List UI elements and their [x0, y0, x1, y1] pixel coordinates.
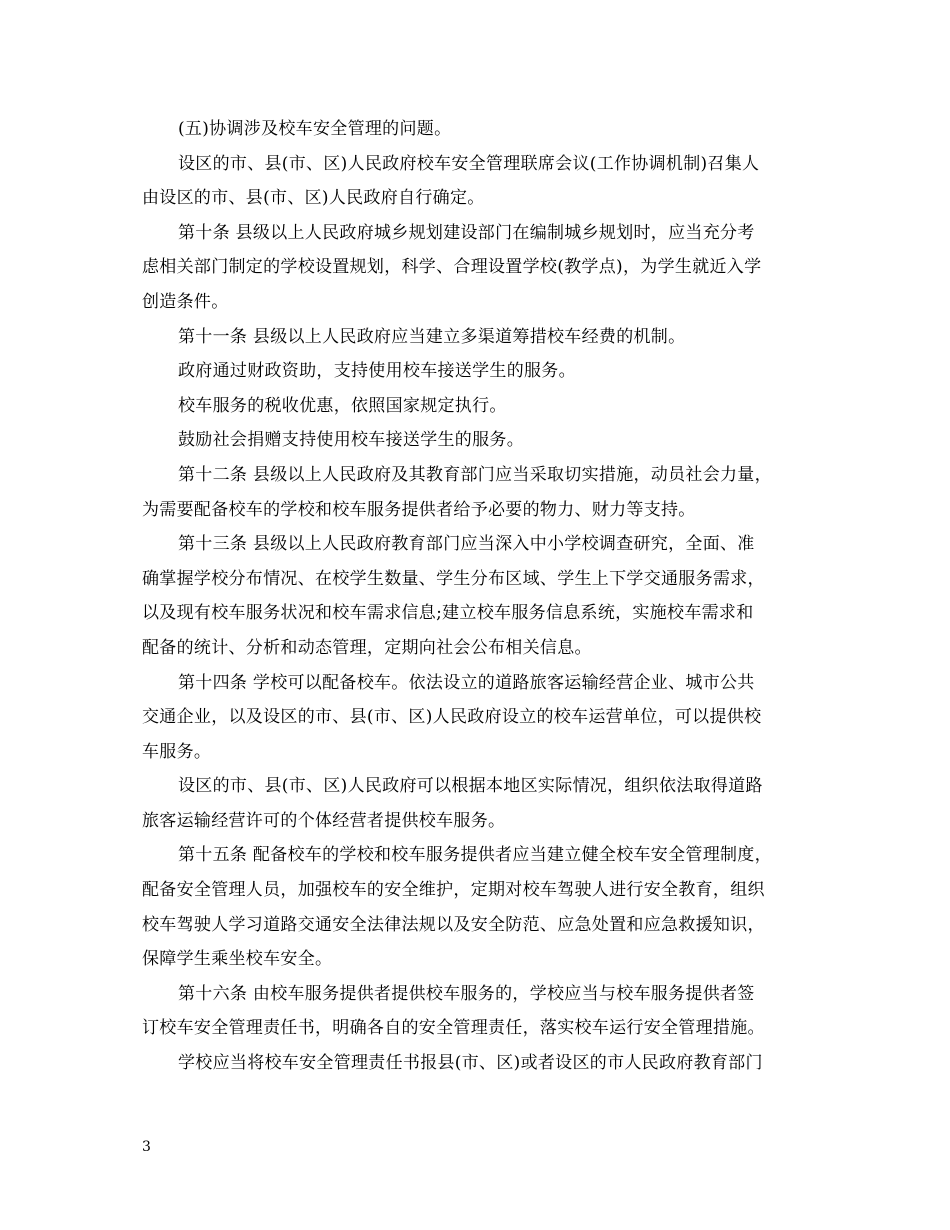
paragraph-line: 第十一条 县级以上人民政府应当建立多渠道筹措校车经费的机制。	[178, 326, 686, 347]
paragraph	[142, 147, 822, 216]
paragraph-line: 设区的市、县(市、区)人民政府校车安全管理联席会议(工作协调机制)召集人	[178, 153, 760, 174]
paragraph-line: 鼓励社会捐赠支持使用校车接送学生的服务。	[178, 430, 524, 451]
paragraph-line: 校车服务的税收优惠，依照国家规定执行。	[178, 395, 507, 416]
page-number: 3	[142, 1139, 151, 1155]
paragraph	[142, 838, 822, 976]
paragraph	[142, 1046, 822, 1081]
paragraph-line: 以及现有校车服务状况和校车需求信息;建立校车服务信息系统，实施校车需求和	[142, 603, 754, 624]
paragraph-line: 由设区的市、县(市、区)人民政府自行确定。	[142, 188, 485, 209]
document-body	[142, 112, 822, 1081]
paragraph	[142, 423, 822, 458]
paragraph	[142, 112, 822, 147]
paragraph-line: (五)协调涉及校车安全管理的问题。	[178, 119, 452, 139]
paragraph-line: 第十五条 配备校车的学校和校车服务提供者应当建立健全校车安全管理制度，	[178, 845, 772, 866]
paragraph-line: 政府通过财政资助，支持使用校车接送学生的服务。	[178, 361, 576, 382]
paragraph-line: 校车驾驶人学习道路交通安全法律法规以及安全防范、应急处置和应急救援知识，	[142, 914, 765, 935]
paragraph-line: 第十四条 学校可以配备校车。依法设立的道路旅客运输经营企业、城市公共	[178, 672, 755, 693]
paragraph-line: 虑相关部门制定的学校设置规划，科学、合理设置学校(教学点)，为学生就近入学	[142, 257, 762, 278]
paragraph-line: 旅客运输经营许可的个体经营者提供校车服务。	[142, 810, 506, 831]
paragraph-line: 配备的统计、分析和动态管理，定期向社会公布相关信息。	[142, 637, 592, 658]
paragraph	[142, 769, 822, 838]
paragraph	[142, 977, 822, 1046]
paragraph	[142, 666, 822, 770]
paragraph	[142, 527, 822, 665]
paragraph-line: 学校应当将校车安全管理责任书报县(市、区)或者设区的市人民政府教育部门	[178, 1053, 763, 1074]
paragraph-line: 创造条件。	[142, 291, 229, 312]
paragraph-line: 配备安全管理人员，加强校车的安全维护，定期对校车驾驶人进行安全教育，组织	[142, 880, 765, 901]
paragraph-line: 交通企业，以及设区的市、县(市、区)人民政府设立的校车运营单位，可以提供校	[142, 707, 762, 728]
paragraph-line: 订校车安全管理责任书，明确各自的安全管理责任，落实校车运行安全管理措施。	[142, 1018, 765, 1039]
paragraph-line: 车服务。	[142, 741, 212, 762]
paragraph-line: 保障学生乘坐校车安全。	[142, 949, 333, 970]
paragraph-line: 第十条 县级以上人民政府城乡规划建设部门在编制城乡规划时，应当充分考	[178, 222, 755, 243]
paragraph-line: 第十二条 县级以上人民政府及其教育部门应当采取切实措施，动员社会力量，	[178, 464, 772, 485]
paragraph-line: 为需要配备校车的学校和校车服务提供者给予必要的物力、财力等支持。	[142, 499, 696, 520]
paragraph	[142, 389, 822, 424]
paragraph	[142, 458, 822, 527]
paragraph	[142, 216, 822, 320]
paragraph-line: 第十六条 由校车服务提供者提供校车服务的，学校应当与校车服务提供者签	[178, 983, 755, 1004]
paragraph-line: 确掌握学校分布情况、在校学生数量、学生分布区域、学生上下学交通服务需求，	[142, 568, 765, 589]
paragraph-line: 设区的市、县(市、区)人民政府可以根据本地区实际情况，组织依法取得道路	[178, 776, 763, 797]
paragraph	[142, 354, 822, 389]
paragraph	[142, 320, 822, 355]
paragraph-line: 第十三条 县级以上人民政府教育部门应当深入中小学校调查研究，全面、准	[178, 534, 755, 555]
